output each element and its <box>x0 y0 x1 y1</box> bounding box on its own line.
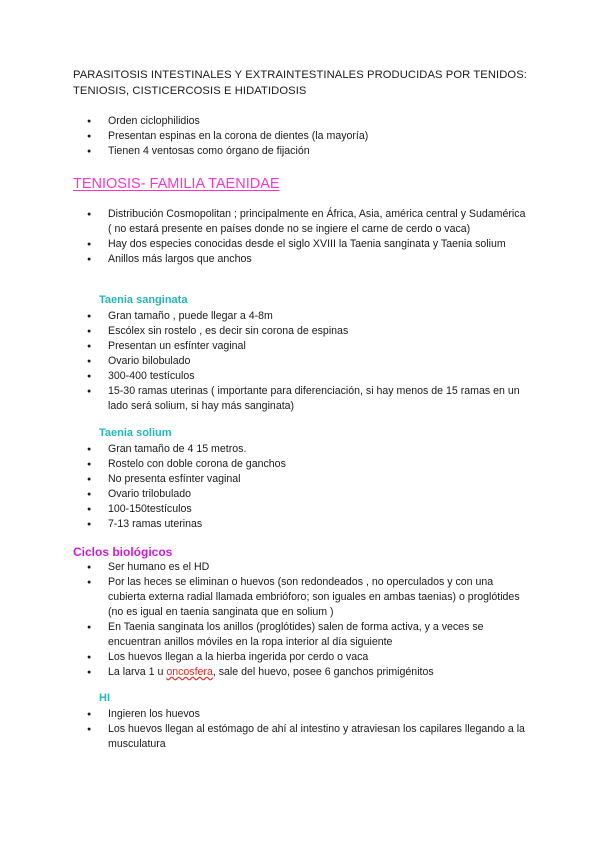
list-item: ● Distribución Cosmopolitan ; principalmente en África, Asia, américa central y Sudamérica ( no estará presente en países donde no se ingiere el carne de cerdo o vaca) <box>0 207 528 237</box>
list-item: ● Gran tamaño , puede llegar a 4-8m <box>0 309 528 324</box>
ciclos-heading: Ciclos biológicos <box>73 545 173 559</box>
list-item: ● Gran tamaño de 4 15 metros. <box>0 442 528 457</box>
list-item: ● 15-30 ramas uterinas ( importante para diferenciación, si hay menos de 15 ramas en un lado será solium, si hay más sanginata) <box>0 384 528 414</box>
teniosis-heading: TENIOSIS- FAMILIA TAENIDAE <box>73 176 280 192</box>
ciclos-list <box>0 560 528 680</box>
larva-prefix: La larva 1 u <box>108 666 167 678</box>
list-item: ● Ingieren los huevos <box>0 707 528 722</box>
list-item: ● 7-13 ramas uterinas <box>0 517 528 532</box>
solium-heading: Taenia solium <box>99 427 172 439</box>
list-item: ● Anillos más largos que anchos <box>0 252 528 267</box>
hi-list <box>0 707 528 752</box>
list-item: ● 100-150testículos <box>0 502 528 517</box>
list-item: ● Rostelo con doble corona de ganchos <box>0 457 528 472</box>
list-item: ● Los huevos llegan al estómago de ahí al intestino y atraviesan los capilares llegando a la musculatura <box>0 722 528 752</box>
larva-suffix: , sale del huevo, posee 6 ganchos primigénitos <box>212 666 434 678</box>
hi-heading: HI <box>99 692 110 704</box>
teniosis-list <box>0 207 528 267</box>
list-item: ● En Taenia sanginata los anillos (proglótides) salen de forma activa, y a veces se encuentran anillos móviles en la ropa interior al día siguiente <box>0 620 528 650</box>
title-line-2: TENIOSIS, CISTICERCOSIS E HIDATIDOSIS <box>73 85 307 97</box>
list-item: ● Orden ciclophilidios <box>0 114 528 129</box>
list-item: ● Escólex sin rostelo , es decir sin corona de espinas <box>0 324 528 339</box>
sanginata-heading: Taenia sanginata <box>99 294 188 306</box>
document-title <box>73 67 543 99</box>
title-line-1: PARASITOSIS INTESTINALES Y EXTRAINTESTINALES PRODUCIDAS POR TENIDOS: <box>73 69 527 81</box>
list-item: ● No presenta esfínter vaginal <box>0 472 528 487</box>
list-item: ● Ovario trilobulado <box>0 487 528 502</box>
list-item: ● Ovario bilobulado <box>0 354 528 369</box>
list-item: ● Presentan un esfínter vaginal <box>0 339 528 354</box>
list-item: ● Hay dos especies conocidas desde el siglo XVIII la Taenia sanginata y Taenia solium <box>0 237 528 252</box>
list-item: ● Por las heces se eliminan o huevos (son redondeados , no operculados y con una cubierta externa radial llamada embrióforo; son iguales en ambas taenias) o proglótides (no es igual en taenia sanginata que en solium ) <box>0 575 528 620</box>
sanginata-list <box>0 309 528 414</box>
list-item: ● Tienen 4 ventosas como órgano de fijación <box>0 144 528 159</box>
list-item: ● 300-400 testículos <box>0 369 528 384</box>
list-item-larva <box>0 665 528 680</box>
list-item: ● Los huevos llegan a la hierba ingerida por cerdo o vaca <box>0 650 528 665</box>
oncosfera-term: oncosfera <box>166 666 213 678</box>
intro-list <box>0 114 528 159</box>
list-item: ● Ser humano es el HD <box>0 560 528 575</box>
solium-list <box>0 442 528 532</box>
list-item: ● Presentan espinas en la corona de dientes (la mayoría) <box>0 129 528 144</box>
